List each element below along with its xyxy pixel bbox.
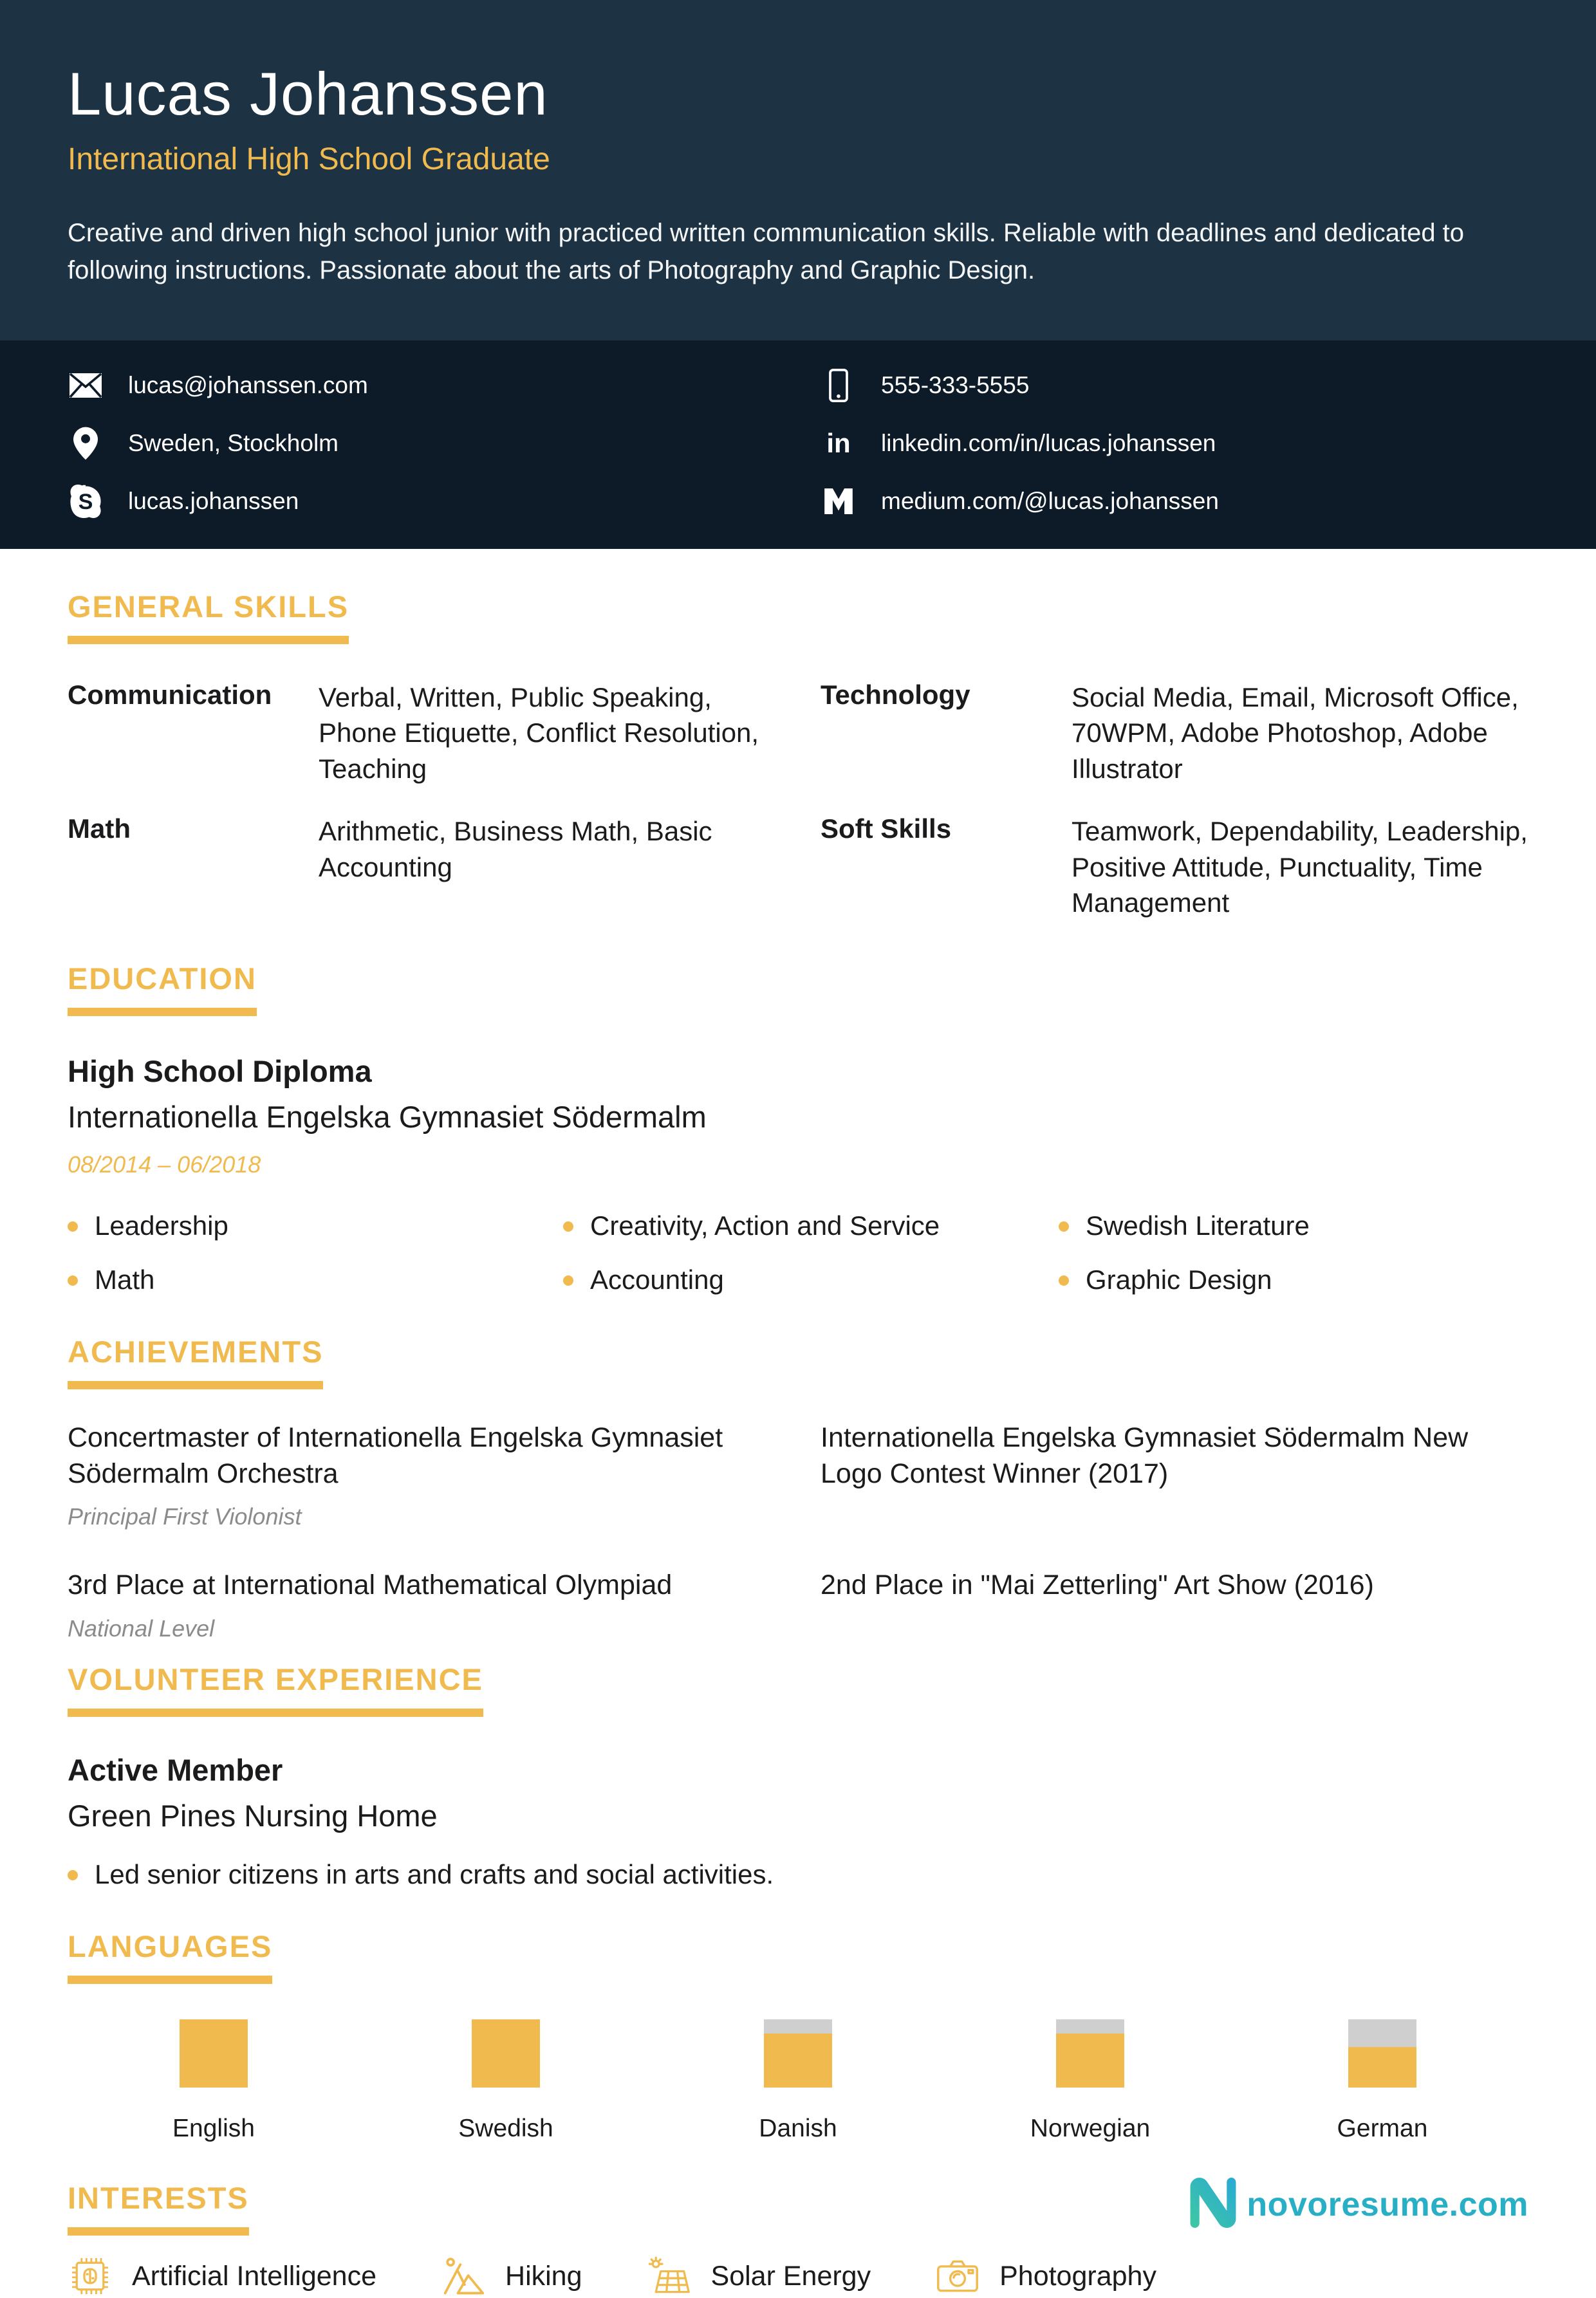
contact-column-right <box>821 367 1528 519</box>
contact-item-location <box>68 425 775 461</box>
phone-value[interactable]: 555-333-5555 <box>881 372 1030 398</box>
language-name: English <box>172 2115 255 2143</box>
general-skills-heading: GENERAL SKILLS <box>68 589 349 644</box>
interests-heading: INTERESTS <box>68 2180 249 2236</box>
skill-label: Technology <box>821 680 970 710</box>
summary-text: Creative and driven high school junior with practiced written communication skills. Reliable with deadlines and dedicated to following instructions. Passionate about the arts of Photography and Graphic Design. <box>68 219 1465 284</box>
achievement-title: Internationella Engelska Gymnasiet Södermalm New Logo Contest Winner (2017) <box>821 1422 1469 1489</box>
skill-item <box>68 680 775 786</box>
interests-row <box>68 2255 1528 2297</box>
bullet-dot <box>563 1221 573 1232</box>
section-achievements <box>68 1334 1528 1643</box>
achievement-item <box>821 1420 1528 1531</box>
course-label: Swedish Literature <box>1086 1210 1310 1241</box>
skill-value: Verbal, Written, Public Speaking, Phone Etiquette, Conflict Resolution, Teaching <box>319 682 759 784</box>
ai-chip-icon <box>68 2255 113 2297</box>
job-title: International High School Graduate <box>68 142 550 176</box>
novoresume-logo-icon <box>1190 2178 1236 2231</box>
interest-label: Artificial Intelligence <box>132 2260 377 2292</box>
language-item <box>68 2019 360 2143</box>
skill-label: Math <box>68 813 131 844</box>
phone-icon <box>821 367 857 403</box>
skill-value: Arithmetic, Business Math, Basic Accounting <box>319 816 712 882</box>
hiking-icon <box>441 2255 486 2297</box>
bullet-dot <box>68 1275 78 1286</box>
bullet-dot <box>1059 1221 1069 1232</box>
bullet-dot <box>68 1221 78 1232</box>
contact-item-medium <box>821 483 1528 519</box>
linkedin-value[interactable]: linkedin.com/in/lucas.johanssen <box>881 430 1216 456</box>
languages-heading: LANGUAGES <box>68 1929 272 1984</box>
svg-text:S: S <box>78 490 93 515</box>
volunteer-bullet-text: Led senior citizens in arts and crafts and social activities. <box>95 1859 774 1890</box>
contact-item-email <box>68 367 775 403</box>
language-level-meter <box>180 2019 248 2088</box>
course-item <box>68 1210 537 1241</box>
email-icon <box>68 367 104 403</box>
person-name: Lucas Johanssen <box>68 60 548 127</box>
contact-column-left <box>68 367 775 519</box>
skill-value: Teamwork, Dependability, Leadership, Positive Attitude, Punctuality, Time Management <box>1072 816 1528 918</box>
interest-label: Hiking <box>505 2260 582 2292</box>
course-item <box>1059 1210 1528 1241</box>
skype-icon <box>68 483 104 519</box>
photography-icon <box>935 2255 980 2297</box>
contact-item-skype <box>68 483 775 519</box>
linkedin-icon: in <box>826 428 851 458</box>
skill-label: Communication <box>68 680 272 710</box>
email-value[interactable]: lucas@johanssen.com <box>128 372 368 398</box>
bullet-dot <box>68 1870 78 1880</box>
achievements-heading: ACHIEVEMENTS <box>68 1334 323 1389</box>
skill-item <box>821 680 1528 786</box>
contact-item-linkedin <box>821 425 1528 461</box>
achievement-subtitle: National Level <box>68 1615 215 1642</box>
location-icon <box>68 425 104 461</box>
language-level-meter <box>1056 2019 1124 2088</box>
course-item <box>563 1210 1033 1241</box>
language-name: German <box>1337 2115 1428 2143</box>
language-name: Norwegian <box>1030 2115 1151 2143</box>
course-item <box>1059 1265 1528 1295</box>
achievements-grid <box>68 1420 1528 1643</box>
volunteer-heading: VOLUNTEER EXPERIENCE <box>68 1662 483 1717</box>
course-label: Math <box>95 1264 155 1295</box>
volunteer-organization: Green Pines Nursing Home <box>68 1799 438 1833</box>
interest-item <box>935 2255 1156 2297</box>
course-item <box>68 1265 537 1295</box>
course-grid <box>68 1210 1528 1295</box>
language-name: Swedish <box>458 2115 553 2143</box>
volunteer-role: Active Member <box>68 1753 283 1788</box>
achievement-title: 3rd Place at International Mathematical Olympiad <box>68 1570 673 1601</box>
contact-bar <box>0 340 1596 549</box>
interest-label: Photography <box>999 2260 1156 2292</box>
course-label: Creativity, Action and Service <box>590 1210 940 1241</box>
skill-item <box>68 813 775 920</box>
interest-item <box>441 2255 582 2297</box>
education-heading: EDUCATION <box>68 961 257 1016</box>
solar-energy-icon <box>647 2255 692 2297</box>
course-label: Accounting <box>590 1264 724 1295</box>
course-label: Graphic Design <box>1086 1264 1272 1295</box>
volunteer-bullet <box>68 1859 1528 1890</box>
language-level-meter <box>472 2019 540 2088</box>
language-item <box>944 2019 1236 2143</box>
language-item <box>1236 2019 1528 2143</box>
skype-value[interactable]: lucas.johanssen <box>128 488 299 514</box>
header <box>0 0 1596 340</box>
section-volunteer <box>68 1662 1528 1890</box>
section-general-skills <box>68 589 1528 921</box>
brand-footer[interactable] <box>1190 2178 1528 2231</box>
interest-label: Solar Energy <box>710 2260 871 2292</box>
skill-label: Soft Skills <box>821 813 952 844</box>
skills-grid <box>68 680 1528 921</box>
skill-item <box>821 813 1528 920</box>
bullet-dot <box>563 1275 573 1286</box>
medium-icon <box>821 483 857 519</box>
course-item <box>563 1265 1033 1295</box>
achievement-subtitle: Principal First Violonist <box>68 1503 302 1530</box>
language-item <box>360 2019 652 2143</box>
course-label: Leadership <box>95 1210 228 1241</box>
achievement-item <box>68 1420 775 1531</box>
interest-item <box>647 2255 871 2297</box>
achievement-item <box>821 1568 1528 1642</box>
interest-item <box>68 2255 376 2297</box>
section-education <box>68 961 1528 1295</box>
section-languages <box>68 1929 1528 2143</box>
school-name: Internationella Engelska Gymnasiet Södermalm <box>68 1099 707 1134</box>
language-item <box>652 2019 944 2143</box>
location-value: Sweden, Stockholm <box>128 430 339 456</box>
achievement-title: Concertmaster of Internationella Engelska Gymnasiet Södermalm Orchestra <box>68 1422 723 1489</box>
resume-body <box>0 549 1596 2297</box>
degree-title: High School Diploma <box>68 1053 372 1088</box>
language-name: Danish <box>759 2115 837 2143</box>
skill-value: Social Media, Email, Microsoft Office, 70WPM, Adobe Photoshop, Adobe Illustrator <box>1072 682 1519 784</box>
language-level-meter <box>764 2019 832 2088</box>
education-dates: 08/2014 – 06/2018 <box>68 1151 261 1178</box>
medium-value[interactable]: medium.com/@lucas.johanssen <box>881 488 1219 514</box>
language-level-meter <box>1348 2019 1416 2088</box>
achievement-item <box>68 1568 775 1642</box>
achievement-title: 2nd Place in "Mai Zetterling" Art Show (2016) <box>821 1570 1374 1601</box>
contact-item-phone <box>821 367 1528 403</box>
bullet-dot <box>1059 1275 1069 1286</box>
brand-url[interactable]: novoresume.com <box>1247 2185 1528 2223</box>
languages-grid <box>68 2019 1528 2143</box>
